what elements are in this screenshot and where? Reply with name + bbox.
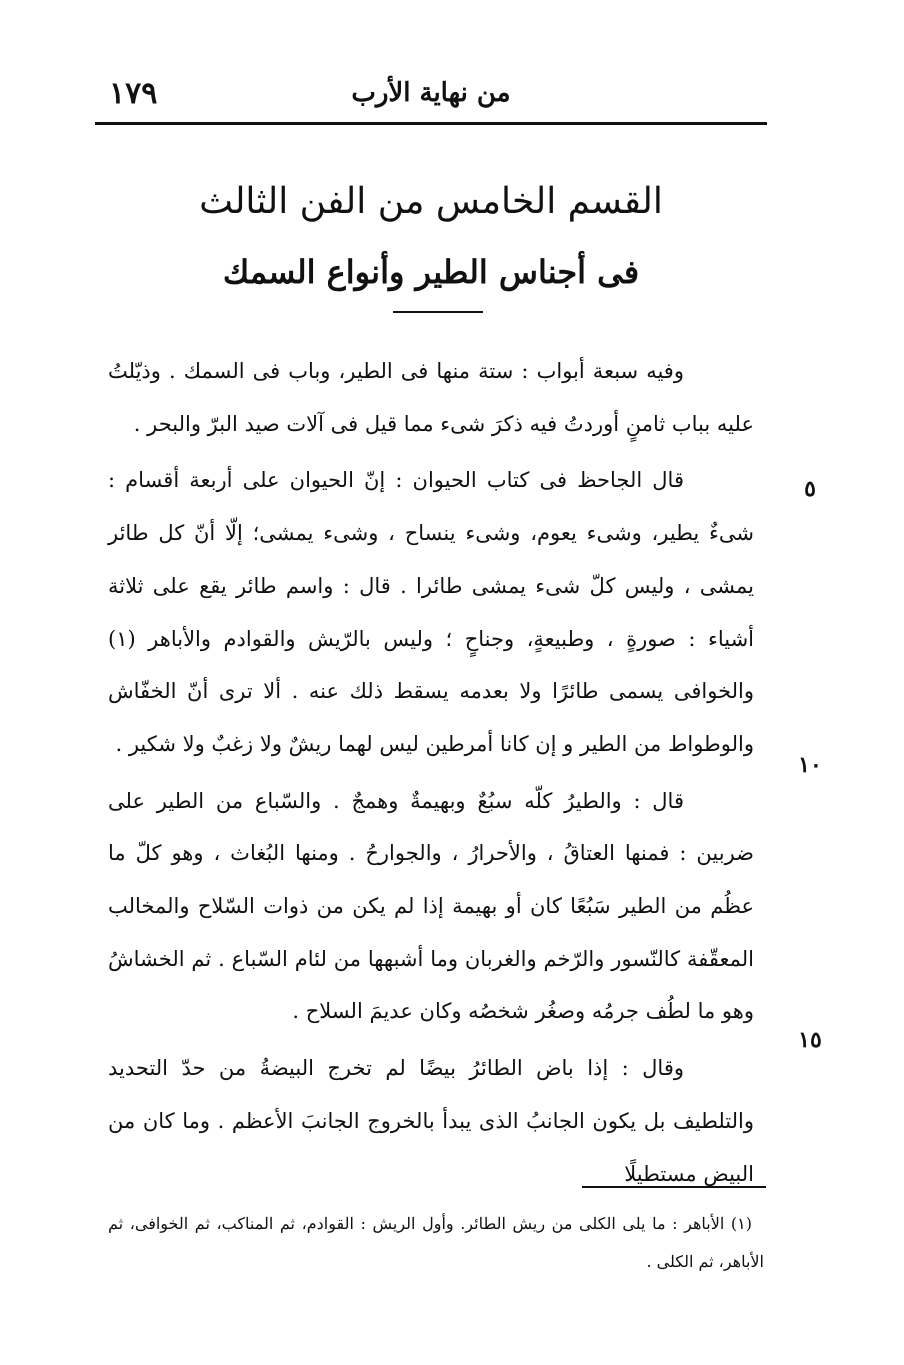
running-header	[95, 70, 767, 120]
paragraph-jahiz-categories: قال الجاحظ فى كتاب الحيوان : إنّ الحيوان على أربعة أقسام : شىءٌ يطير، وشىء يعوم، وشىء ينساح ، وشىء يمشى؛ إلّا أنّ كل طائر يمشى ، وليس كلّ شىء يمشى طائرا . قال : واسم طائر يقع على ثلاثة أشياء : صورةٍ ، وطبيعةٍ، وجناحٍ ؛ وليس بالرّيش والقوادم والأباهر (١) والخوافى يسمى طائرًا ولا بعدمه يسقط ذلك عنه . ألا ترى أنّ الخفّاش والوطواط من الطير و إن كانا أمرطين ليس لهما ريشٌ ولا زغبٌ ولا شكير .	[108, 468, 754, 756]
footnotes	[108, 1205, 764, 1281]
page-number: ١٧٩	[109, 76, 158, 111]
running-title: من نهاية الأرب	[351, 78, 511, 108]
footnote-rule	[582, 1186, 766, 1188]
paragraph-eggs: وقال : إذا باض الطائرُ بيضًا لم تخرج البيضةُ من حدّ التحديد والتلطيف بل يكون الجانبُ الذى يبدأ بالخروج الجانبَ الأعظم . وما كان من البيض مستطيلًا	[108, 1056, 754, 1186]
paragraph-bird-types: قال : والطيرُ كلّه سبُعٌ وبهيمةٌ وهمجٌ . والسّباع من الطير على ضربين : فمنها العتاقُ ، والأحرارُ ، والجوارحُ . ومنها البُغاث ، وهو كلّ ما عظُم من الطير سَبُعًا كان أو بهيمة إذا لم يكن من ذوات السّلاح والمخالب المعقّفة كالنّسور والرّخم والغربان وما أشبهها من لئام السّباع . ثم الخشاشُ وهو ما لطُف جرمُه وصغُر شخصُه وكان عديمَ السلاح .	[108, 788, 754, 1024]
body-text	[108, 345, 754, 1204]
line-number-15: ١٥	[798, 1027, 822, 1053]
chapter-title: القسم الخامس من الفن الثالث	[199, 181, 663, 222]
title-divider	[393, 311, 483, 313]
line-number-5: ٥	[804, 476, 816, 502]
header-rule	[95, 122, 767, 125]
footnote-1: (١) الأباهر : ما يلى الكلى من ريش الطائر. وأول الريش : القوادم، ثم المناكب، ثم الخوافى، ثم الأباهر، ثم الكلى .	[108, 1214, 764, 1271]
line-number-10: ١٠	[798, 752, 822, 778]
chapter-subtitle: فى أجناس الطير وأنواع السمك	[222, 253, 640, 291]
paragraph-intro: وفيه سبعة أبواب : ستة منها فى الطير، وباب فى السمك . وذيّلتُ عليه بباب ثامنٍ أوردتُ فيه ذكرَ شىء مما قيل فى آلات صيد البرّ والبحر .	[108, 359, 754, 436]
